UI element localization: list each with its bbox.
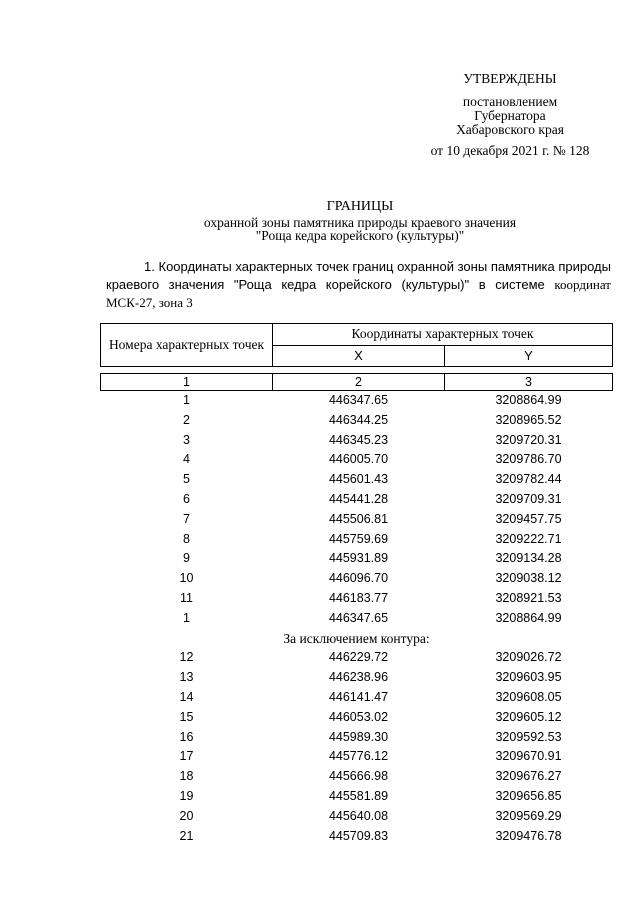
point-number-cell: 5 — [183, 472, 190, 487]
table-row — [101, 411, 613, 431]
table-row — [101, 747, 613, 767]
y-coordinate-cell: 3208921.53 — [495, 590, 562, 605]
point-number-cell: 3 — [183, 432, 190, 447]
x-coordinate-cell: 445601.43 — [328, 472, 389, 487]
point-number-cell: 2 — [183, 412, 190, 427]
header-point-numbers: Номера характерных точек — [101, 324, 273, 367]
point-number-cell: 10 — [179, 571, 194, 586]
y-coordinate-cell: 3209605.12 — [495, 709, 562, 724]
point-number-cell: 6 — [183, 491, 190, 506]
approval-line-3: Хабаровского края — [456, 122, 564, 137]
x-coordinate-cell: 446005.70 — [328, 452, 389, 467]
x-coordinate-cell: 446347.65 — [328, 610, 389, 625]
y-coordinate-cell: 3209676.27 — [495, 769, 562, 784]
point-number-cell: 17 — [179, 749, 194, 764]
y-coordinate-cell: 3209720.31 — [495, 432, 562, 447]
section-row — [101, 629, 613, 649]
column-number-row — [101, 374, 613, 391]
table-row — [101, 490, 613, 510]
header-x: X — [273, 345, 445, 367]
approval-line-1: постановлением — [462, 94, 558, 109]
table-row — [101, 767, 613, 787]
y-coordinate-cell: 3209782.44 — [495, 472, 562, 487]
table-row — [101, 510, 613, 530]
y-coordinate-cell: 3209038.12 — [495, 571, 562, 586]
y-coordinate-cell: 3209222.71 — [495, 531, 562, 546]
intro-paragraph-text: 1. Координаты характерных точек границ охранной зоны памятника природы краевого значения "Роща кедра корейского (культуры)" в системе — [106, 259, 611, 292]
y-coordinate-cell: 3209608.05 — [495, 689, 562, 704]
y-coordinate-cell: 3209603.95 — [495, 670, 562, 685]
coordinates-table-body — [101, 367, 613, 847]
table-row — [101, 530, 613, 550]
x-coordinate-cell: 446141.47 — [328, 689, 389, 704]
y-coordinate-cell: 3209476.78 — [495, 828, 562, 843]
y-coordinate-cell: 3209656.85 — [495, 788, 562, 803]
y-coordinate-cell: 3209592.53 — [495, 729, 562, 744]
point-number-cell: 20 — [179, 808, 194, 823]
table-row — [101, 431, 613, 451]
x-coordinate-cell: 446347.65 — [328, 393, 389, 407]
x-coordinate-cell: 446229.72 — [328, 650, 389, 665]
point-number-cell: 16 — [179, 729, 194, 744]
table-row — [101, 688, 613, 708]
table-row — [101, 668, 613, 688]
column-number: 2 — [273, 374, 445, 391]
approval-line-2: Губернатора — [474, 108, 546, 123]
y-coordinate-cell: 3209457.75 — [495, 511, 562, 526]
x-coordinate-cell: 445640.08 — [328, 808, 389, 823]
coordinate-system-text: координат МСК-27, зона 3 — [106, 277, 611, 310]
point-number-cell: 21 — [179, 828, 194, 843]
point-number-cell: 8 — [183, 531, 190, 546]
x-coordinate-cell: 445666.98 — [328, 769, 389, 784]
heading-line-1: охранной зоны памятника природы краевого значения — [203, 215, 517, 230]
y-coordinate-cell: 3209709.31 — [495, 491, 562, 506]
x-coordinate-cell: 445759.69 — [328, 531, 389, 546]
y-coordinate-cell: 3209786.70 — [495, 452, 562, 467]
y-coordinate-cell: 3209670.91 — [495, 749, 562, 764]
approval-title: УТВЕРЖДЕНЫ — [463, 71, 557, 86]
x-coordinate-cell: 446096.70 — [328, 571, 389, 586]
coordinates-table — [100, 323, 613, 846]
y-coordinate-cell: 3208864.99 — [495, 610, 562, 625]
table-row — [101, 827, 613, 847]
header-y: Y — [445, 345, 613, 367]
x-coordinate-cell: 446183.77 — [328, 590, 389, 605]
x-coordinate-cell: 445709.83 — [328, 828, 389, 843]
point-number-cell: 7 — [183, 511, 190, 526]
x-coordinate-cell: 446238.96 — [328, 670, 389, 685]
x-coordinate-cell: 446053.02 — [328, 709, 389, 724]
table-row — [101, 450, 613, 470]
point-number-cell: 15 — [179, 709, 194, 724]
x-coordinate-cell: 445441.28 — [328, 491, 389, 506]
x-coordinate-cell: 445931.89 — [328, 551, 389, 566]
header-coordinates: Координаты характерных точек — [273, 324, 613, 346]
table-row — [101, 787, 613, 807]
point-number-cell: 1 — [183, 393, 190, 407]
point-number-cell: 11 — [180, 590, 193, 605]
table-row — [101, 589, 613, 609]
section-label: За исключением контура: — [283, 630, 430, 646]
y-coordinate-cell: 3208965.52 — [495, 412, 562, 427]
table-row — [101, 470, 613, 490]
table-row — [101, 728, 613, 748]
column-number: 1 — [101, 374, 273, 391]
table-row — [101, 569, 613, 589]
approval-block — [410, 72, 610, 158]
point-number-cell: 13 — [179, 670, 194, 685]
x-coordinate-cell: 445776.12 — [328, 749, 389, 764]
y-coordinate-cell: 3209569.29 — [495, 808, 562, 823]
document-heading — [100, 200, 620, 242]
y-coordinate-cell: 3208864.99 — [495, 393, 562, 407]
point-number-cell: 9 — [183, 551, 190, 566]
heading-line-2: "Роща кедра корейского (культуры)" — [255, 228, 465, 243]
approval-date: от 10 декабря 2021 г. № 128 — [430, 143, 590, 158]
intro-paragraph — [106, 258, 611, 312]
table-row — [101, 648, 613, 668]
table-row — [101, 807, 613, 827]
x-coordinate-cell: 446345.23 — [328, 432, 389, 447]
y-coordinate-cell: 3209026.72 — [495, 650, 562, 665]
point-number-cell: 19 — [179, 788, 194, 803]
x-coordinate-cell: 445506.81 — [328, 511, 389, 526]
table-row — [101, 549, 613, 569]
table-row — [101, 609, 613, 629]
point-number-cell: 12 — [179, 650, 194, 665]
point-number-cell: 14 — [179, 689, 194, 704]
point-number-cell: 18 — [179, 769, 194, 784]
x-coordinate-cell: 445581.89 — [328, 788, 389, 803]
table-row — [101, 391, 613, 411]
table-row — [101, 708, 613, 728]
point-number-cell: 4 — [183, 452, 190, 467]
x-coordinate-cell: 445989.30 — [328, 729, 389, 744]
x-coordinate-cell: 446344.25 — [328, 412, 389, 427]
heading-title: ГРАНИЦЫ — [326, 199, 394, 214]
column-number: 3 — [445, 374, 613, 391]
y-coordinate-cell: 3209134.28 — [495, 551, 562, 566]
point-number-cell: 1 — [183, 610, 190, 625]
